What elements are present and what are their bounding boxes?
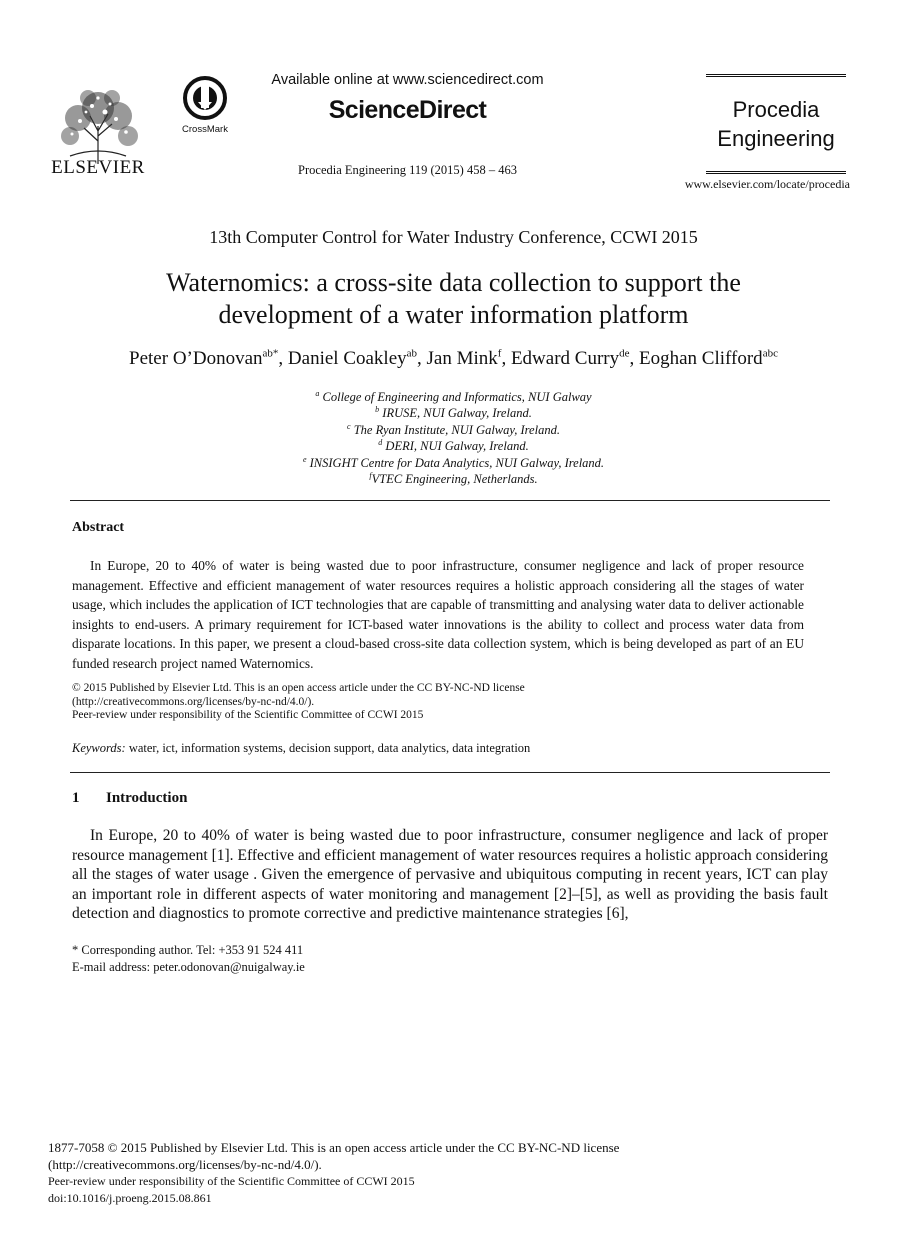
- author-separator: ,: [417, 348, 427, 369]
- author-affil-mark: de: [619, 347, 630, 360]
- affiliation: [100, 438, 807, 454]
- author-affil-mark: ab*: [262, 347, 279, 360]
- crossmark-badge[interactable]: [178, 76, 232, 135]
- author: [129, 348, 288, 369]
- crossmark-label: CrossMark: [182, 124, 228, 135]
- author-name: Edward Curry: [510, 348, 620, 369]
- affiliation-list: [100, 389, 807, 487]
- affiliation-text: VTEC Engineering, Netherlands.: [371, 472, 538, 487]
- issn-line: 1877-7058 © 2015 Published by Elsevier Ltd. This is an open access article under the CC BY-NC-ND license: [48, 1140, 620, 1155]
- journal-reference: Procedia Engineering 119 (2015) 458 – 463: [298, 163, 517, 177]
- copyright-notice: [72, 682, 812, 723]
- keywords: [72, 741, 812, 756]
- author: [427, 348, 511, 369]
- divider-bottom: [70, 772, 830, 773]
- affiliation-text: College of Engineering and Informatics, NUI Galway: [319, 390, 592, 404]
- author-separator: ,: [501, 348, 511, 369]
- license-link[interactable]: (http://creativecommons.org/licenses/by-nc-nd/4.0/).: [72, 695, 315, 708]
- peer-review-bottom: Peer-review under responsibility of the Scientific Committee of CCWI 2015: [48, 1174, 415, 1188]
- affiliation-mark: a: [315, 388, 320, 398]
- author-name: Daniel Coakley: [287, 348, 407, 369]
- divider-top: [70, 500, 830, 501]
- abstract-text: In Europe, 20 to 40% of water is being wasted due to poor infrastructure, consumer negligence and lack of proper resource management. Effective and efficient management of water resources requires a holistic approach considering all the stages of water usage, which includes the application of ICT technologies that are capable of transmitting and analysing water data to deliver actionable insights to end-users. A primary requirement for ICT-based water innovations is the ability to collect and process water data from disparate locations. In this paper, we present a cloud-based cross-site data collection system, which is being developed as part of an EU funded research project named Waternomics.: [72, 558, 804, 671]
- intro-paragraph: In Europe, 20 to 40% of water is being wasted due to poor infrastructure, consumer negligence and lack of proper resource management [1]. Effective and efficient management of water resources requires a holistic approach considering all the stages of water usage . Given the emergence of pervasive and ubiquitous computing in recent years, ICT can play an important role in different aspects of water monitoring and management [2]–[5], as well as providing the basis fault detection and diagnostics to promote corrective and predictive maintenance strategies [6],: [72, 827, 828, 923]
- journal-url[interactable]: www.elsevier.com/locate/procedia: [684, 177, 850, 191]
- conference-name: 13th Computer Control for Water Industry Conference, CCWI 2015: [209, 227, 698, 247]
- paper-title-line1: Waternomics: a cross-site data collection to support the: [166, 268, 741, 297]
- crossmark-icon: [178, 76, 232, 120]
- copyright-line: © 2015 Published by Elsevier Ltd. This is an open access article under the CC BY-NC-ND license: [72, 682, 525, 694]
- author: [288, 348, 427, 369]
- section-number: 1: [72, 790, 80, 806]
- author: [639, 348, 778, 369]
- keywords-list: water, ict, information systems, decision support, data analytics, data integration: [125, 741, 531, 755]
- keywords-label: Keywords:: [72, 741, 126, 755]
- author-affil-mark: ab: [406, 347, 418, 360]
- available-online: Available online at www.sciencedirect.com: [271, 72, 544, 88]
- author-separator: ,: [629, 348, 640, 369]
- paper-title-line2: development of a water information platform: [218, 300, 689, 329]
- author-separator: ,: [278, 348, 288, 369]
- affiliation: [100, 405, 807, 421]
- affiliation-mark: c: [347, 421, 351, 431]
- affiliation-mark: f: [369, 470, 372, 480]
- abstract-heading: Abstract: [72, 520, 125, 535]
- email-note: E-mail address: peter.odonovan@nuigalway.ie: [72, 960, 305, 974]
- affiliation-text: IRUSE, NUI Galway, Ireland.: [379, 406, 532, 421]
- author-name: Jan Mink: [426, 348, 498, 369]
- affiliation: [100, 389, 807, 405]
- affiliation-text: DERI, NUI Galway, Ireland.: [382, 439, 529, 454]
- journal-title-line1: Procedia: [732, 97, 820, 122]
- affiliation: [100, 455, 807, 471]
- affiliation-mark: e: [302, 454, 307, 464]
- author-affil-mark: abc: [762, 347, 778, 360]
- bottom-license: [48, 1140, 848, 1206]
- elsevier-wordmark: ELSEVIER: [51, 157, 145, 178]
- author-affil-mark: f: [497, 347, 502, 360]
- author: [511, 348, 639, 369]
- section-title: Introduction: [106, 790, 188, 806]
- journal-title-line2: Engineering: [717, 126, 835, 151]
- paper-title: [60, 267, 847, 331]
- affiliation: [100, 422, 807, 438]
- peer-review-line: Peer-review under responsibility of the Scientific Committee of CCWI 2015: [72, 709, 424, 722]
- section-heading: [72, 790, 187, 807]
- affiliation-mark: d: [378, 438, 383, 448]
- affiliation-text: INSIGHT Centre for Data Analytics, NUI Galway, Ireland.: [306, 455, 605, 470]
- author-name: Eoghan Clifford: [639, 348, 763, 369]
- sciencedirect-wordmark: ScienceDirect: [328, 96, 487, 124]
- corresponding-author-note: * Corresponding author. Tel: +353 91 524 411: [72, 943, 304, 957]
- license-link-bottom[interactable]: (http://creativecommons.org/licenses/by-nc-nd/4.0/).: [48, 1156, 322, 1172]
- doi-line[interactable]: doi:10.1016/j.proeng.2015.08.861: [48, 1190, 212, 1205]
- author-name: Peter O’Donovan: [129, 348, 263, 369]
- author-list: [40, 348, 867, 370]
- affiliation: [100, 471, 807, 487]
- footnotes: [72, 942, 812, 976]
- journal-title: [706, 95, 846, 153]
- affiliation-mark: b: [375, 405, 380, 415]
- affiliation-text: The Ryan Institute, NUI Galway, Ireland.: [350, 422, 560, 437]
